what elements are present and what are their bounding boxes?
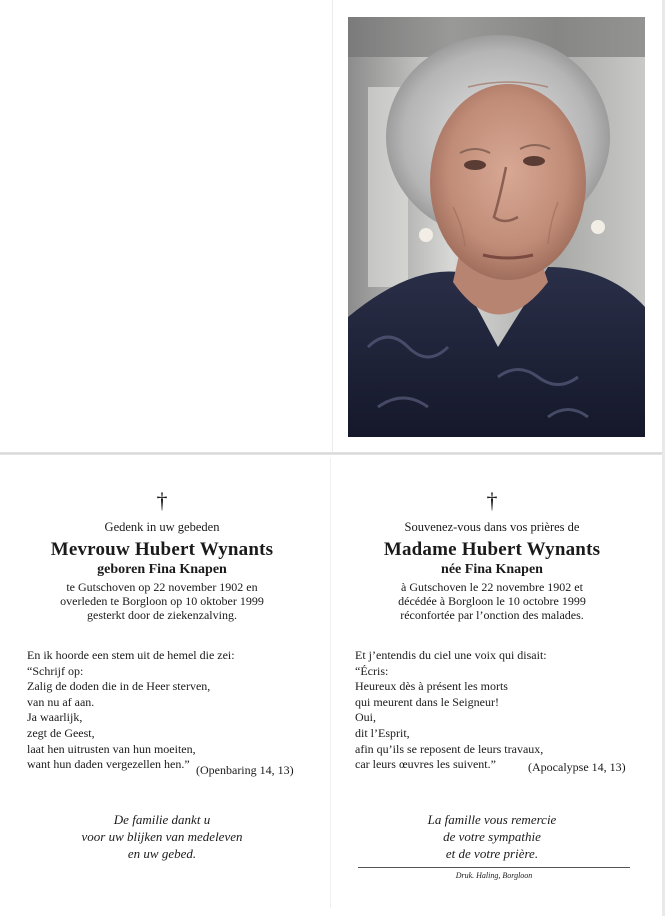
- cross-icon: †: [156, 488, 168, 513]
- thanks-line: La famille vous remercie: [427, 812, 557, 827]
- verse-line: laat hen uitrusten van hun moeiten,: [27, 741, 196, 756]
- detail-line: réconfortée par l’onction des malades.: [400, 608, 584, 622]
- dutch-column: [12, 490, 312, 622]
- verse-line: Ja waarlijk,: [27, 710, 83, 725]
- dutch-thanks: [12, 811, 312, 862]
- detail-line: décédée à Borgloon le 10 octobre 1999: [398, 594, 586, 608]
- french-thanks: [342, 811, 642, 862]
- thanks-line: en uw gebed.: [127, 846, 197, 861]
- verse-line: Oui,: [355, 710, 376, 725]
- french-column: [342, 490, 642, 622]
- verse-line: afin qu’ils se reposent de leurs travaux,: [355, 741, 544, 756]
- deceased-name: Mevrouw Hubert Wynants: [50, 539, 274, 560]
- detail-line: te Gutschoven op 22 november 1902 en: [66, 580, 258, 594]
- thanks-line: et de votre prière.: [445, 846, 539, 861]
- verse-line: dit l’Esprit,: [355, 725, 410, 740]
- verse-line: “Schrijf op:: [27, 663, 84, 678]
- intro-text: Gedenk in uw gebeden: [104, 520, 220, 534]
- verse-line: qui meurent dans le Seigneur!: [355, 694, 499, 709]
- thanks-line: De familie dankt u: [113, 812, 211, 827]
- verse-line: “Écris:: [355, 663, 389, 678]
- detail-line: gesterkt door de ziekenzalving.: [87, 608, 237, 622]
- portrait-photo: [348, 17, 645, 437]
- french-verse: [355, 648, 547, 773]
- verse-line: Zalig de doden die in de Heer sterven,: [27, 679, 211, 694]
- verse-line: car leurs œuvres les suivent.”: [355, 757, 496, 772]
- intro-text: Souvenez-vous dans vos prières de: [404, 520, 580, 534]
- thanks-line: voor uw blijken van medeleven: [81, 829, 243, 844]
- cross-icon: †: [486, 488, 498, 513]
- maiden-name: geboren Fina Knapen: [97, 562, 227, 577]
- maiden-name: née Fina Knapen: [441, 562, 543, 577]
- fold-line-top: [332, 0, 333, 452]
- detail-line: overleden te Borgloon op 10 oktober 1999: [60, 594, 264, 608]
- verse-line: En ik hoorde een stem uit de hemel die zei:: [27, 648, 235, 662]
- verse-line: Et j’entendis du ciel une voix qui disait:: [355, 648, 547, 662]
- printer-rule: [358, 867, 630, 868]
- printer-credit: Druk. Haling, Borgloon: [455, 871, 533, 880]
- card-separator: [0, 452, 665, 455]
- verse-line: want hun daden vergezellen hen.”: [27, 757, 190, 772]
- dutch-verse: [27, 648, 235, 773]
- thanks-line: de votre sympathie: [443, 829, 541, 844]
- verse-line: zegt de Geest,: [27, 725, 95, 740]
- verse-line: van nu af aan.: [27, 694, 95, 709]
- deceased-name: Madame Hubert Wynants: [383, 539, 601, 560]
- verse-reference: (Apocalypse 14, 13): [528, 760, 626, 774]
- verse-line: Heureux dès à présent les morts: [355, 679, 508, 694]
- detail-line: à Gutschoven le 22 novembre 1902 et: [401, 580, 583, 594]
- portrait-photo-icon: [348, 17, 645, 437]
- verse-reference: (Openbaring 14, 13): [196, 763, 294, 777]
- fold-line-bottom: [330, 458, 331, 908]
